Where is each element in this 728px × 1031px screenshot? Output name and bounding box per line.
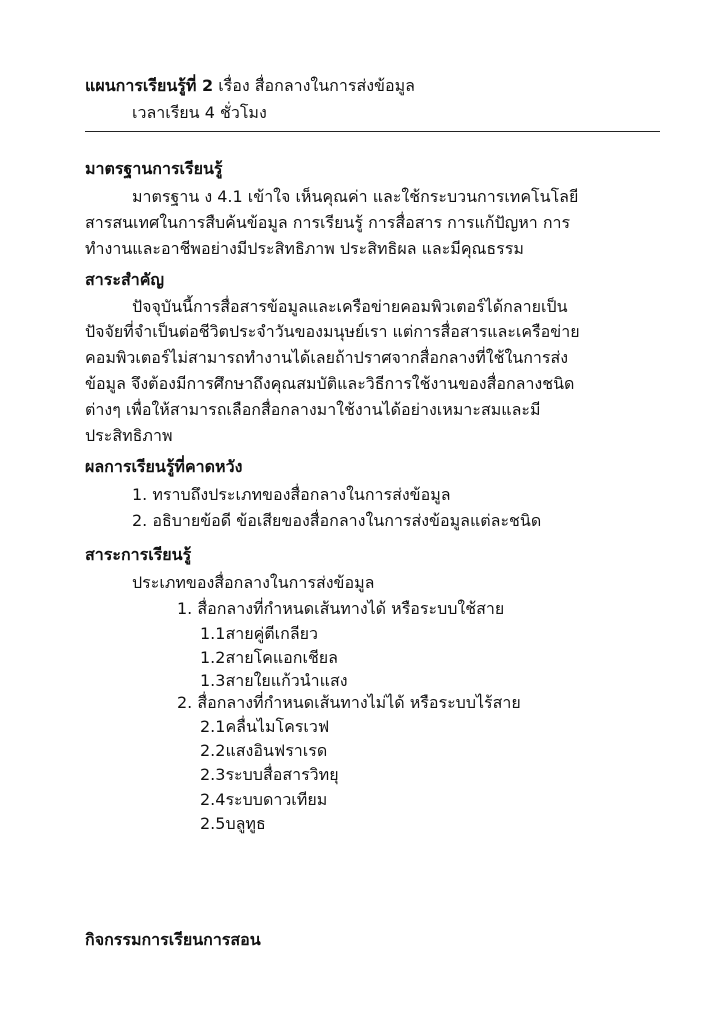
content-heading: สาระการเรียนรู้ — [85, 545, 192, 564]
content-item: 2.4ระบบดาวเทียม — [200, 790, 328, 809]
key-idea-line: คอมพิวเตอร์ไม่สามารถทำงานได้เลยถ้าปราศจากสื่อกลางที่ใช้ในการส่ง — [85, 348, 569, 367]
plan-label: แผนการเรียนรู้ที่ 2 — [85, 76, 214, 95]
content-group-title: 1. สื่อกลางที่กำหนดเส้นทางได้ หรือระบบใช้สาย — [177, 599, 505, 618]
content-item: 1.1สายคู่ตีเกลียว — [200, 624, 318, 643]
content-item: 2.2แสงอินฟราเรด — [200, 741, 328, 760]
content-item: 1.2สายโคแอกเชียล — [200, 648, 338, 667]
content-item: 2.5บลูทูธ — [200, 814, 266, 833]
outcome-item: 1. ทราบถึงประเภทของสื่อกลางในการส่งข้อมูล — [132, 485, 451, 504]
standards-line: สารสนเทศในการสืบค้นข้อมูล การเรียนรู้ การสื่อสาร การแก้ปัญหา การ — [85, 213, 571, 232]
standards-line: มาตรฐาน ง 4.1 เข้าใจ เห็นคุณค่า และใช้กระบวนการเทคโนโลยี — [132, 187, 579, 206]
plan-title — [85, 74, 415, 98]
content-item: 2.1คลื่นไมโครเวฟ — [200, 717, 330, 736]
content-item: 1.3สายใยแก้วนำแสง — [200, 671, 348, 690]
study-time: เวลาเรียน 4 ชั่วโมง — [132, 103, 267, 122]
standards-heading: มาตรฐานการเรียนรู้ — [85, 159, 223, 178]
activities-heading: กิจกรรมการเรียนการสอน — [85, 930, 261, 949]
key-idea-line: ปัจจัยที่จำเป็นต่อชีวิตประจำวันของมนุษย์เรา แต่การสื่อสารและเครือข่าย — [85, 322, 580, 341]
header-divider — [85, 131, 660, 132]
key-idea-line: ประสิทธิภาพ — [85, 426, 173, 445]
key-idea-line: ปัจจุบันนี้การสื่อสารข้อมูลและเครือข่ายคอมพิวเตอร์ได้กลายเป็น — [132, 297, 568, 316]
content-group-title: 2. สื่อกลางที่กำหนดเส้นทางไม่ได้ หรือระบบไร้สาย — [177, 693, 521, 712]
outcome-item: 2. อธิบายข้อดี ข้อเสียของสื่อกลางในการส่งข้อมูลแต่ละชนิด — [132, 511, 542, 530]
key-idea-heading: สาระสำคัญ — [85, 270, 165, 289]
key-idea-line: ต่างๆ เพื่อให้สามารถเลือกสื่อกลางมาใช้งานได้อย่างเหมาะสมและมี — [85, 400, 541, 419]
content-item: 2.3ระบบสื่อสารวิทยุ — [200, 765, 339, 784]
plan-topic: เรื่อง สื่อกลางในการส่งข้อมูล — [213, 76, 415, 95]
outcomes-heading: ผลการเรียนรู้ที่คาดหวัง — [85, 457, 243, 476]
key-idea-line: ข้อมูล จึงต้องมีการศึกษาถึงคุณสมบัติและวิธีการใช้งานของสื่อกลางชนิด — [85, 374, 575, 393]
standards-line: ทำงานและอาชีพอย่างมีประสิทธิภาพ ประสิทธิผล และมีคุณธรรม — [85, 239, 524, 258]
content-intro: ประเภทของสื่อกลางในการส่งข้อมูล — [132, 573, 375, 592]
